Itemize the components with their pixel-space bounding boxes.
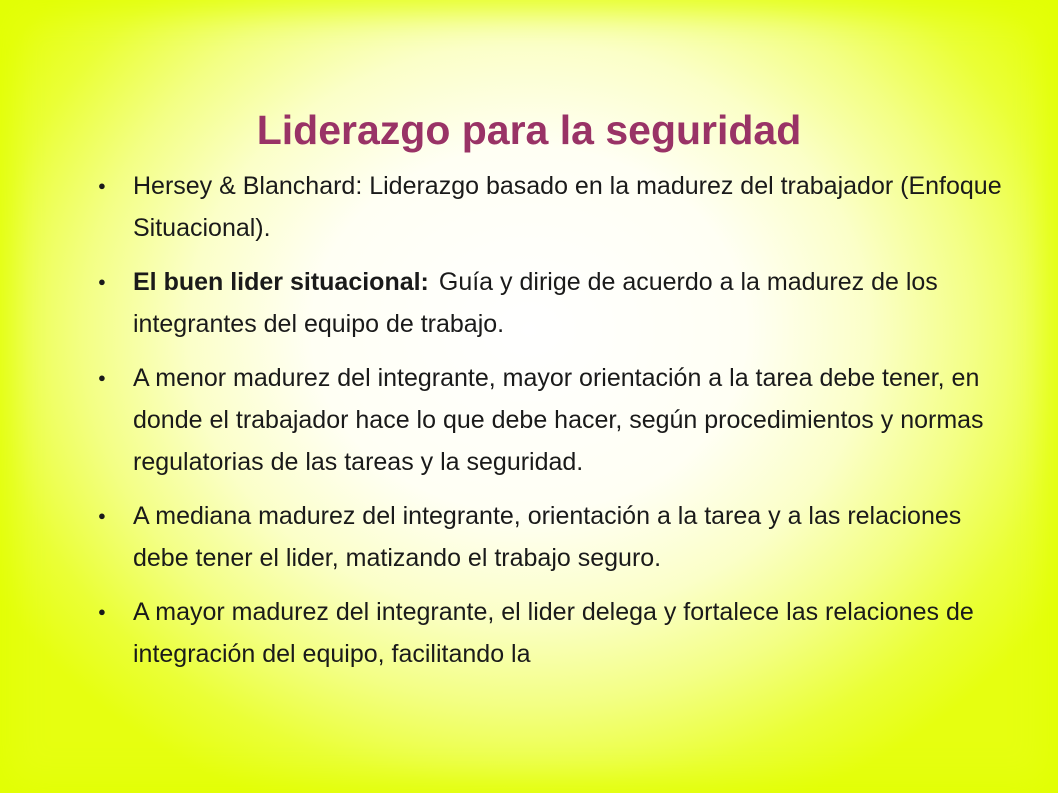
bullet-text: Guía y dirige de acuerdo a la madurez de los integrantes del equipo de trabajo. — [133, 268, 938, 338]
bullet-item — [96, 261, 1006, 345]
bullet-item — [96, 165, 1006, 249]
bullet-dot-icon: ● — [98, 604, 106, 619]
bullet-dot-icon: ● — [98, 274, 106, 289]
bullet-dot-icon: ● — [98, 370, 106, 385]
bullet-bold-lead: El buen lider situacional: — [133, 268, 429, 296]
bullet-text: Hersey & Blanchard: Liderazgo basado en la madurez del trabajador (Enfoque Situacional). — [133, 172, 1002, 242]
bullet-text: A mayor madurez del integrante, el lider delega y fortalece las relaciones de integración del equipo, facilitando la — [133, 598, 974, 668]
bullet-dot-icon: ● — [98, 178, 106, 193]
bullet-text: A mediana madurez del integrante, orientación a la tarea y a las relaciones debe tener el lider, matizando el trabajo seguro. — [133, 502, 962, 572]
bullet-list — [96, 165, 1006, 687]
bullet-text: A menor madurez del integrante, mayor orientación a la tarea debe tener, en donde el trabajador hace lo que debe hacer, según procedimientos y normas regulatorias de las tareas y la seguridad. — [133, 364, 984, 476]
bullet-dot-icon: ● — [98, 508, 106, 523]
bullet-item — [96, 591, 1006, 675]
bullet-item — [96, 357, 1006, 483]
bullet-item — [96, 495, 1006, 579]
slide-title: Liderazgo para la seguridad — [256, 107, 802, 153]
